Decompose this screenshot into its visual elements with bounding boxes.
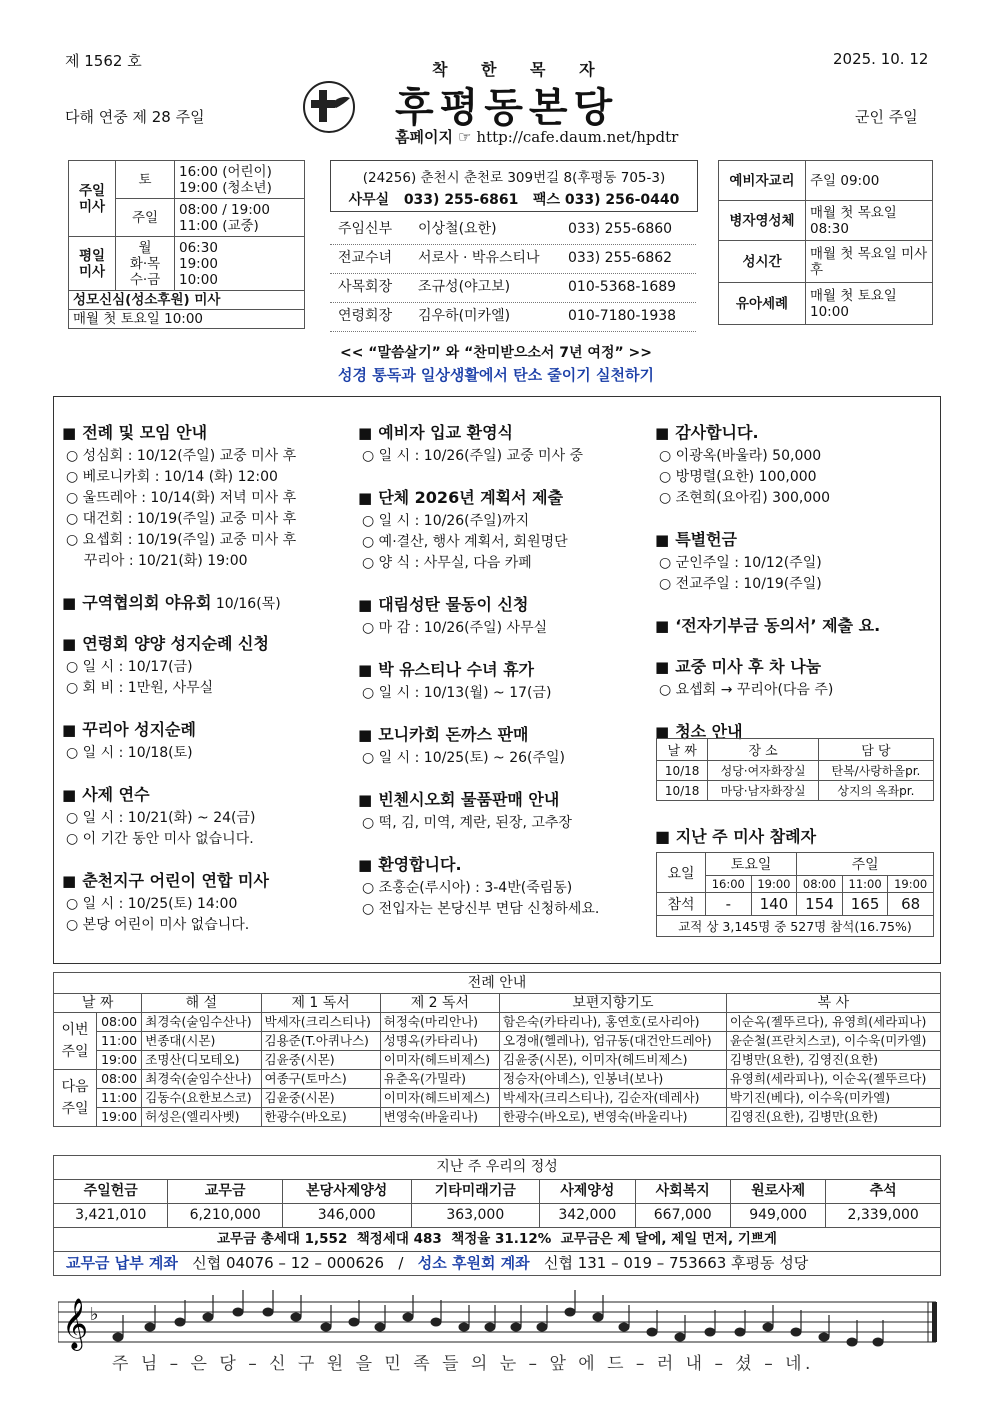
news-column-1 (62, 420, 352, 936)
liturgy-cell: 조명산(디모테오) (142, 1051, 261, 1070)
homepage-label: 홈페이지 ☞ (395, 128, 472, 146)
attendance-table (656, 852, 934, 937)
parish-logo-icon (302, 80, 356, 134)
sacrament-value: 주일 09:00 (806, 161, 933, 201)
sacrament-label: 유아세례 (719, 283, 806, 325)
liturgy-table (53, 972, 941, 1127)
sacrament-label: 성시간 (719, 241, 806, 283)
issue-date: 2025. 10. 12 (833, 50, 929, 68)
music-note (565, 1308, 575, 1316)
mass-times-table (68, 160, 305, 329)
section-item: ○ 떡, 김, 미역, 계란, 된장, 고추장 (362, 815, 572, 831)
section-title: 청소 안내 (675, 722, 743, 741)
music-note (873, 1338, 883, 1346)
attendance-label: 주일 (797, 853, 934, 876)
section-heading (358, 722, 653, 745)
cleaning-cell: 상지의 옥좌pr. (818, 781, 933, 801)
staff-row: 주임신부 이상철(요한) 033) 255-6860 (330, 216, 696, 245)
cleaning-cell: 탄복/사랑하올pr. (818, 761, 933, 781)
staff-row: 사목회장 조규성(야고보) 010-5368-1689 (330, 274, 696, 303)
section-title: 교중 미사 후 차 나눔 (675, 657, 822, 676)
staff-list (330, 216, 696, 332)
weekday-mass-label: 평일 미사 (69, 237, 116, 291)
section-item: ○ 일 시 : 10/21(화) ~ 24(금) (66, 810, 256, 826)
section-heading (655, 527, 935, 550)
account-row (54, 1252, 941, 1276)
square-bullet-icon: ■ (358, 596, 373, 614)
liturgy-cell: 박세자(크리스티나) (261, 1013, 380, 1032)
square-bullet-icon: ■ (358, 856, 373, 874)
offering-value: 2,339,000 (826, 1204, 941, 1228)
liturgical-season: 다해 연중 제 28 주일 (65, 108, 205, 126)
liturgy-cell: 정승자(아녜스), 인봉녀(보나) (500, 1070, 727, 1089)
attendance-time: 19:00 (751, 876, 797, 893)
liturgy-cell: 김윤중(시몬), 이미자(헤드비제스) (500, 1051, 727, 1070)
flat-sign-icon: ♭ (90, 1304, 99, 1325)
liturgy-header: 날 짜 (54, 994, 142, 1013)
square-bullet-icon: ■ (655, 531, 670, 549)
section-item: ○ 조현희(요아킴) 300,000 (659, 490, 831, 506)
music-note (763, 1323, 773, 1331)
section-title: 사제 연수 (82, 785, 150, 804)
liturgy-cell: 김동수(요한보스코) (142, 1089, 261, 1108)
address-box (330, 160, 698, 212)
section-item: ○ 일 시 : 10/13(월) ~ 17(금) (362, 685, 552, 701)
homepage-line (395, 126, 678, 147)
offering-value: 667,000 (635, 1204, 730, 1228)
music-note (675, 1333, 685, 1341)
square-bullet-icon: ■ (62, 721, 77, 739)
square-bullet-icon: ■ (62, 635, 77, 653)
section-item: ○ 이 기간 동안 미사 없습니다. (66, 831, 254, 847)
section-item: ○ 베로니카회 : 10/14 (화) 12:00 (66, 469, 278, 485)
section-item: ○ 울뜨레아 : 10/14(화) 저녁 미사 후 (66, 490, 297, 506)
attendance-time: 16:00 (706, 876, 752, 893)
section-item: ○ 일 시 : 10/17(금) (66, 659, 193, 675)
section-item: ○ 일 시 : 10/26(주일)까지 (362, 513, 530, 529)
liturgy-week-label: 이번 주일 (54, 1013, 97, 1070)
parish-title: 후평동본당 (395, 84, 619, 131)
square-bullet-icon: ■ (655, 658, 670, 676)
liturgy-cell: 19:00 (97, 1051, 142, 1070)
liturgy-week-label: 다음 주일 (54, 1070, 97, 1127)
sunday-mass-label: 주일 미사 (69, 161, 116, 237)
sacrament-value: 매월 첫 토요일 10:00 (806, 283, 933, 325)
offering-header: 기타미래기금 (411, 1180, 540, 1204)
liturgy-cell: 박세자(크리스티나), 김순자(데레사) (500, 1089, 727, 1108)
liturgy-header: 보편지향기도 (500, 994, 727, 1013)
sun-times: 08:00 / 19:00 11:00 (교중) (175, 199, 305, 237)
music-note (847, 1338, 857, 1346)
section-item: ○ 일 시 : 10/25(토) ~ 26(주일) (362, 750, 565, 766)
sat-times: 16:00 (어린이) 19:00 (청소년) (175, 161, 305, 199)
liturgy-cell: 오경애(헬레나), 엄규동(대건안드레아) (500, 1032, 727, 1051)
special-mass-time: 매월 첫 토요일 10:00 (69, 310, 305, 329)
section-item: ○ 회 비 : 1만원, 사무실 (66, 680, 214, 696)
cleaning-header: 날 짜 (657, 739, 708, 761)
section-item: ○ 요셉회 → 꾸리아(다음 주) (659, 682, 834, 698)
square-bullet-icon: ■ (655, 424, 670, 442)
news-column-2 (358, 420, 653, 920)
offering-header: 사회복지 (635, 1180, 730, 1204)
liturgy-cell: 유춘옥(가밀라) (380, 1070, 499, 1089)
liturgy-cell: 김영진(요한), 김병만(요한) (726, 1108, 940, 1127)
music-note (485, 1323, 495, 1331)
liturgy-cell: 여종구(토마스) (261, 1070, 380, 1089)
section-title: 모니카회 돈까스 판매 (378, 725, 529, 744)
office-phone: 사무실 033) 255-6861 팩스 033) 256-0440 (348, 192, 680, 208)
section-title: 환영합니다. (378, 855, 462, 874)
section-heading (358, 852, 653, 875)
section-item: ○ 전교주일 : 10/19(주일) (659, 576, 822, 592)
attendance-title: ■ 지난 주 미사 참례자 (655, 827, 817, 846)
offering-header: 본당사제양성 (282, 1180, 411, 1204)
section-heading (358, 420, 653, 443)
music-note (349, 1318, 359, 1326)
square-bullet-icon: ■ (358, 726, 373, 744)
square-bullet-icon: ■ (358, 489, 373, 507)
section-item: ○ 군인주일 : 10/12(주일) (659, 555, 822, 571)
section-title: 춘천지구 어린이 연합 미사 (82, 871, 269, 890)
offering-header: 사제양성 (540, 1180, 635, 1204)
music-note (593, 1313, 603, 1321)
music-note (263, 1308, 273, 1316)
music-note (819, 1333, 829, 1341)
music-note (537, 1323, 547, 1331)
attendance-time: 08:00 (797, 876, 843, 893)
section-item: ○ 방명렬(요한) 100,000 (659, 469, 817, 485)
weekday-days: 월 화·목 수·금 (116, 237, 175, 291)
section-title: 연령회 양양 성지순례 신청 (82, 634, 269, 653)
section-item: ○ 일 시 : 10/25(토) 14:00 (66, 896, 238, 912)
section-item: ○ 이광옥(바울라) 50,000 (659, 448, 822, 464)
offering-header: 주일헌금 (54, 1180, 168, 1204)
staff-row: 전교수녀 서로사 · 박유스티나 033) 255-6862 (330, 245, 696, 274)
section-title: 대림성탄 물동이 신청 (378, 595, 529, 614)
attendance-value: 140 (751, 893, 797, 916)
liturgy-cell: 한광수(바오로) (261, 1108, 380, 1127)
liturgy-cell: 윤순철(프란치스코), 이수욱(미카엘) (726, 1032, 940, 1051)
section-item: ○ 일 시 : 10/26(주일) 교중 미사 중 (362, 448, 584, 464)
liturgy-cell: 김윤중(시몬) (261, 1051, 380, 1070)
offering-value: 949,000 (730, 1204, 825, 1228)
section-heading (358, 787, 653, 810)
section-heading (358, 485, 653, 508)
issue-number: 제 1562 호 (65, 52, 142, 70)
offering-value: 3,421,010 (54, 1204, 168, 1228)
section-heading (62, 868, 352, 891)
account2-label: 성소 후원회 계좌 (417, 1254, 530, 1272)
weekday-times: 06:30 19:00 10:00 (175, 237, 305, 291)
section-item: ○ 양 식 : 사무실, 다음 카페 (362, 555, 532, 571)
liturgy-cell: 허정숙(마리안나) (380, 1013, 499, 1032)
square-bullet-icon: ■ (62, 424, 77, 442)
liturgy-cell: 11:00 (97, 1032, 142, 1051)
parish-address: (24256) 춘천시 춘천로 309번길 8(후평동 705-3) (362, 170, 666, 186)
section-item: ○ 전입자는 본당신부 면담 신청하세요. (362, 901, 600, 917)
sacrament-value: 매월 첫 목요일 미사 후 (806, 241, 933, 283)
section-item: ○ 마 감 : 10/26(주일) 사무실 (362, 620, 548, 636)
liturgy-cell: 함은숙(카타리나), 홍연호(로사리아) (500, 1013, 727, 1032)
section-title: 특별헌금 (675, 530, 738, 549)
music-note (735, 1328, 745, 1336)
treble-clef-icon: 𝄞 (62, 1298, 89, 1349)
music-note (145, 1323, 155, 1331)
liturgy-cell: 19:00 (97, 1108, 142, 1127)
attendance-value: 154 (797, 893, 843, 916)
section-heading (62, 717, 352, 740)
offering-value: 6,210,000 (168, 1204, 282, 1228)
music-note (791, 1328, 801, 1336)
music-note (619, 1323, 629, 1331)
music-note (459, 1323, 469, 1331)
liturgy-cell: 허성은(엘리사벳) (142, 1108, 261, 1127)
offering-value: 342,000 (540, 1204, 635, 1228)
offering-value: 363,000 (411, 1204, 540, 1228)
section-item: 꾸리아 : 10/21(화) 19:00 (66, 553, 248, 569)
offering-header: 교무금 (168, 1180, 282, 1204)
liturgy-cell: 11:00 (97, 1089, 142, 1108)
liturgy-cell: 변영숙(바울리나) (380, 1108, 499, 1127)
sun-label: 주일 (116, 199, 175, 237)
section-heading (62, 420, 352, 443)
offering-header: 추석 (826, 1180, 941, 1204)
liturgy-header: 해 설 (142, 994, 261, 1013)
attendance-value: 68 (888, 893, 934, 916)
offering-title: 지난 주 우리의 정성 (54, 1156, 941, 1180)
liturgy-cell: 08:00 (97, 1070, 142, 1089)
music-note (233, 1308, 243, 1316)
liturgy-cell: 김용준(T.아퀴나스) (261, 1032, 380, 1051)
section-heading (358, 592, 653, 615)
attendance-value: - (706, 893, 752, 916)
attendance-summary: 교적 상 3,145명 중 527명 참석(16.75%) (657, 916, 934, 937)
music-note (203, 1313, 213, 1321)
offering-note: 교무금 총세대 1,552 책정세대 483 책정율 31.12% 교무금은 제 달에, 제일 먼저, 기쁘게 (54, 1228, 941, 1252)
liturgy-cell: 김윤중(시몬) (261, 1089, 380, 1108)
music-note (403, 1313, 413, 1321)
cleaning-header: 담 당 (818, 739, 933, 761)
square-bullet-icon: ■ (358, 791, 373, 809)
sat-label: 토 (116, 161, 175, 199)
music-note (431, 1318, 441, 1326)
liturgy-cell: 박기진(베다), 이수욱(미카엘) (726, 1089, 940, 1108)
liturgy-header: 복 사 (726, 994, 940, 1013)
section-title: 전례 및 모임 안내 (82, 423, 208, 442)
music-note (291, 1313, 301, 1321)
final-barline (932, 1302, 937, 1342)
liturgy-cell: 김병만(요한), 김영진(요한) (726, 1051, 940, 1070)
feast-name: 군인 주일 (855, 108, 918, 126)
music-note (647, 1328, 657, 1336)
attendance-label: 토요일 (706, 853, 797, 876)
liturgy-cell: 08:00 (97, 1013, 142, 1032)
cleaning-cell: 10/18 (657, 761, 708, 781)
attendance-value: 165 (842, 893, 888, 916)
homepage-link[interactable]: http://cafe.daum.net/hpdtr (476, 128, 679, 146)
section-title: 박 유스티나 수녀 휴가 (378, 660, 535, 679)
section-heading (655, 654, 935, 677)
offering-header: 원로사제 (730, 1180, 825, 1204)
section-item: ○ 예·결산, 행사 계획서, 회원명단 (362, 534, 568, 550)
section-item: ○ 요셉회 : 10/19(주일) 교중 미사 후 (66, 532, 297, 548)
music-note (175, 1318, 185, 1326)
cleaning-table (656, 738, 934, 801)
attendance-time: 11:00 (842, 876, 888, 893)
section-title: 단체 2026년 계획서 제출 (378, 488, 564, 507)
account1-number: 신협 04076 – 12 – 000626 / (192, 1254, 404, 1272)
liturgy-cell: 최경숙(술임수산나) (142, 1070, 261, 1089)
account2-number: 신협 131 – 019 – 753663 후평동 성당 (543, 1254, 809, 1272)
section-item: ○ 대건회 : 10/19(주일) 교중 미사 후 (66, 511, 297, 527)
liturgy-cell: 이미자(헤드비제스) (380, 1089, 499, 1108)
square-bullet-icon: ■ (62, 594, 77, 612)
sacrament-label: 병자영성체 (719, 201, 806, 241)
liturgy-cell: 유영희(세라피나), 이순옥(젤뚜르다) (726, 1070, 940, 1089)
liturgy-cell: 이순옥(젤뚜르다), 유영희(세라피나) (726, 1013, 940, 1032)
offering-value: 346,000 (282, 1204, 411, 1228)
liturgy-header: 제 2 독서 (380, 994, 499, 1013)
section-heading (62, 782, 352, 805)
music-note (321, 1323, 331, 1331)
music-note (511, 1323, 521, 1331)
account1-label: 교무금 납부 계좌 (66, 1254, 178, 1272)
section-heading (358, 657, 653, 680)
square-bullet-icon: ■ (62, 872, 77, 890)
cleaning-cell: 성당·여자화장실 (708, 761, 819, 781)
square-bullet-icon: ■ (358, 661, 373, 679)
liturgy-header: 제 1 독서 (261, 994, 380, 1013)
liturgy-cell: 한광수(바오로), 변영숙(바울리나) (500, 1108, 727, 1127)
square-bullet-icon: ■ (655, 723, 670, 741)
cleaning-cell: 마당·남자화장실 (708, 781, 819, 801)
section-heading (62, 590, 352, 613)
section-title: ‘전자기부금 동의서’ 제출 요. (675, 616, 881, 635)
section-title: 예비자 입교 환영식 (378, 423, 513, 442)
music-note (375, 1323, 385, 1331)
newsletter-subtitle: 착 한 목 자 (432, 60, 609, 79)
square-bullet-icon: ■ (358, 424, 373, 442)
sacrament-label: 예비자교리 (719, 161, 806, 201)
cleaning-header: 장 소 (708, 739, 819, 761)
section-title: 빈첸시오회 물품판매 안내 (378, 790, 560, 809)
liturgy-cell: 최경숙(술임수산나) (142, 1013, 261, 1032)
section-date: 10/16(목) (211, 596, 281, 612)
special-mass-title: 성모신심(성소후원) 미사 (69, 291, 305, 310)
square-bullet-icon: ■ (62, 786, 77, 804)
section-item: ○ 조홍순(루시아) : 3-4반(죽림동) (362, 880, 573, 896)
attendance-time: 19:00 (888, 876, 934, 893)
square-bullet-icon: ■ (655, 617, 670, 635)
attendance-label: 요일 (657, 853, 706, 893)
liturgy-cell: 성명옥(카타리나) (380, 1032, 499, 1051)
slogan-line2: 성경 통독과 일상생활에서 탄소 줄이기 실천하기 (338, 366, 654, 384)
section-title: 꾸리아 성지순례 (82, 720, 196, 739)
attendance-label: 참석 (657, 893, 706, 916)
offering-table (53, 1155, 941, 1276)
section-title: 감사합니다. (675, 423, 759, 442)
sacraments-table (718, 160, 933, 325)
section-item: ○ 성심회 : 10/12(주일) 교중 미사 후 (66, 448, 297, 464)
cleaning-cell: 10/18 (657, 781, 708, 801)
section-title: 구역협의회 야유회 (82, 593, 212, 612)
staff-row: 연령회장 김우하(미카엘) 010-7180-1938 (330, 303, 696, 332)
music-note (113, 1333, 123, 1341)
slogan-line1: << “말씀살기” 와 “찬미받으소서 7년 여정” >> (339, 345, 653, 361)
section-item: ○ 일 시 : 10/18(토) (66, 745, 193, 761)
section-heading (655, 613, 935, 636)
music-lyrics: 주 님 – 은 당 – 신 구 원 을 민 족 들 의 눈 – 앞 에 드 – 러 내 – 셨 – 네. (112, 1354, 814, 1374)
section-heading (655, 420, 935, 443)
music-note (705, 1328, 715, 1336)
news-column-3 (655, 420, 935, 745)
liturgy-cell: 이미자(헤드비제스) (380, 1051, 499, 1070)
sacrament-value: 매월 첫 목요일 08:30 (806, 201, 933, 241)
section-heading (62, 631, 352, 654)
liturgy-cell: 변종대(시몬) (142, 1032, 261, 1051)
liturgy-title: 전례 안내 (54, 973, 941, 994)
section-item: ○ 본당 어린이 미사 없습니다. (66, 917, 250, 933)
